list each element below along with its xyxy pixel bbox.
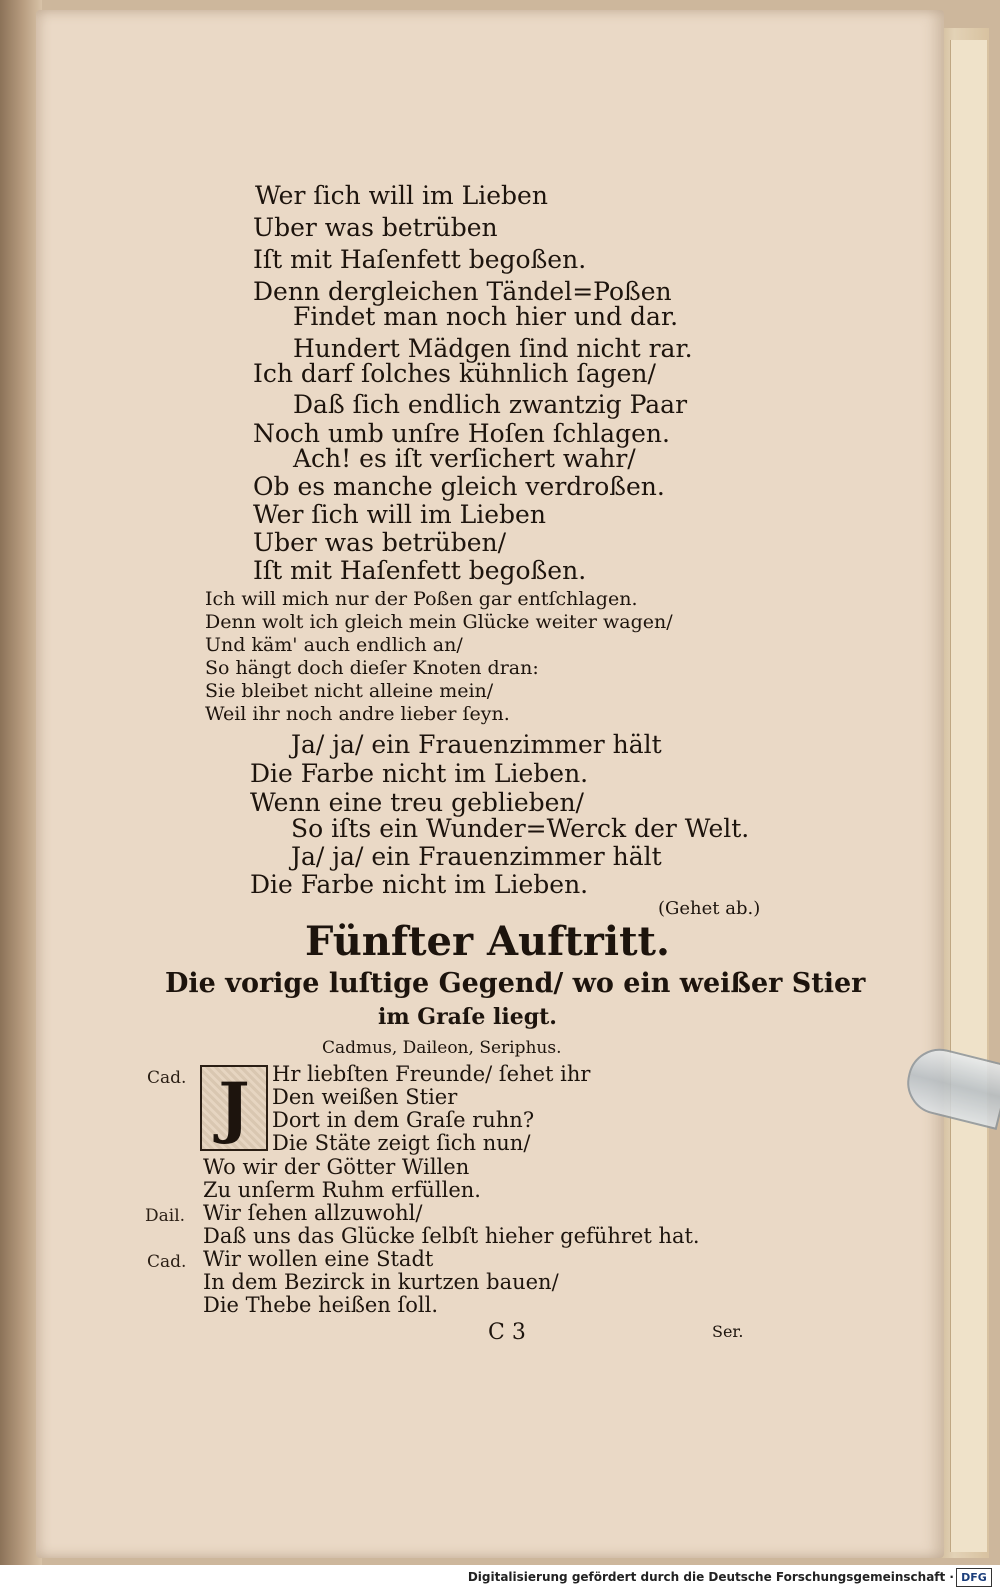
recitative-line: Weil ihr noch andre lieber ſeyn. [205,703,510,725]
dialogue-line: Zu unſerm Ruhm erfüllen. [203,1178,481,1202]
character-list: Cadmus, Daileon, Seriphus. [322,1038,562,1058]
verse-line: Iſt mit Haſenfett begoßen. [253,556,587,585]
signature-mark: C 3 [488,1320,526,1345]
dialogue-line: Die Stäte zeigt ſich nun/ [272,1131,531,1155]
recitative-line: So hängt doch dieſer Knoten dran: [205,657,539,679]
verse-line: Ich darf ſolches kühnlich ſagen/ [253,359,656,388]
verse-line: Hundert Mädgen ſind nicht rar. [293,334,693,363]
verse-line: Uber was betrüben/ [253,528,507,557]
stage-direction: (Gehet ab.) [658,898,761,919]
verse-line: Findet man noch hier und dar. [293,302,679,331]
dialogue-line: Hr liebſten Freunde/ ſehet ihr [272,1062,591,1086]
recitative-line: Denn wolt ich gleich mein Glücke weiter wagen/ [205,611,673,633]
verse-line: Daß ſich endlich zwantzig Paar [293,390,688,419]
speaker-label: Dail. [145,1206,186,1226]
footer-bar [0,1565,1000,1590]
verse-line: Ob es manche gleich verdroßen. [253,472,665,501]
scene-setting-line-2: im Graſe liegt. [378,1004,557,1030]
verse-line: Ja/ ja/ ein Frauenzimmer hält [291,842,662,871]
verse-line: Noch umb unſre Hoſen ſchlagen. [253,419,670,448]
scene-title: Fünfter Auftritt. [305,918,670,965]
verse-line: Ja/ ja/ ein Frauenzimmer hält [291,730,662,759]
dialogue-line: Wir wollen eine Stadt [203,1247,434,1271]
recitative-line: Und käm' auch endlich an/ [205,634,463,656]
dialogue-line: In dem Bezirck in kurtzen bauen/ [203,1270,559,1294]
verse-line: Wer ſich will im Lieben [255,181,548,210]
recitative-line: Ich will mich nur der Poßen gar entſchlagen. [205,588,638,610]
dialogue-line: Wo wir der Götter Willen [203,1155,470,1179]
verse-line: Die Farbe nicht im Lieben. [250,870,589,899]
scene-setting-line-1: Die vorige luſtige Gegend/ wo ein weißer Stier [165,968,866,999]
verse-line: Wenn eine treu geblieben/ [250,788,584,817]
dialogue-line: Wir ſehen allzuwohl/ [203,1201,423,1225]
decorated-initial: J [200,1065,268,1151]
dialogue-line: Dort in dem Graſe ruhn? [272,1108,535,1132]
page-stack-edge-inner [950,40,987,1552]
dialogue-line: Daß uns das Glücke ſelbſt hieher geführet hat. [203,1224,700,1248]
footer-credit: Digitalisierung gefördert durch die Deutsche Forschungsgemeinschaft · [467,1570,954,1584]
dfg-logo[interactable]: DFG [956,1568,992,1587]
speaker-label: Cad. [147,1068,187,1088]
verse-line: So iſts ein Wunder=Werck der Welt. [291,814,750,843]
speaker-label: Cad. [147,1252,187,1272]
verse-line: Die Farbe nicht im Lieben. [250,759,589,788]
verse-line: Uber was betrüben [253,213,498,242]
dialogue-line: Die Thebe heißen ſoll. [203,1293,439,1317]
catchword: Ser. [712,1322,744,1341]
dialogue-line: Den weißen Stier [272,1085,458,1109]
verse-line: Wer ſich will im Lieben [253,500,546,529]
recitative-line: Sie bleibet nicht alleine mein/ [205,680,494,702]
verse-line: Denn dergleichen Tändel=Poßen [253,277,672,306]
verse-line: Iſt mit Haſenfett begoßen. [253,245,587,274]
verse-line: Ach! es iſt verſichert wahr/ [293,444,636,473]
